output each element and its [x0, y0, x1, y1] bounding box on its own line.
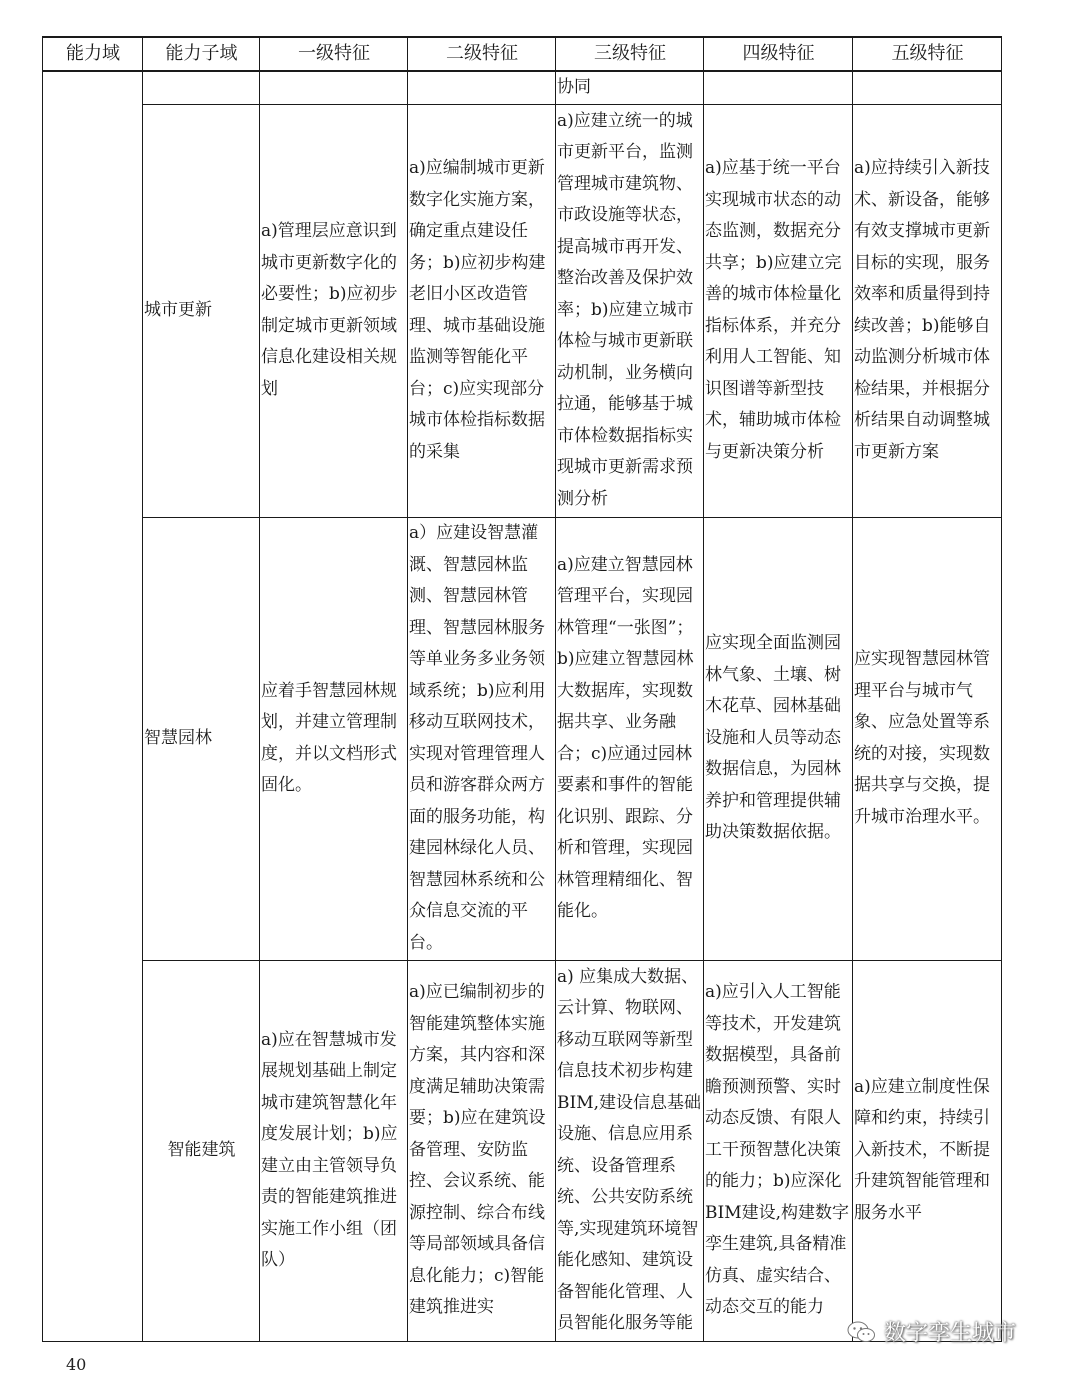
cell-level3: a)应建立智慧园林管理平台，实现园林管理“一张图”；b)应建立智慧园林大数据库，实现数据共享、业务融合；c)应通过园林要素和事件的智能化识别、跟踪、分析和管理，实现园林管理精细化、智能化。 [556, 517, 704, 960]
domain-cell [43, 71, 143, 1341]
cell-subdomain [143, 71, 260, 104]
cell-level4: 应实现全面监测园林气象、土壤、树木花草、园林基础设施和人员等动态数据信息，为园林养护和管理提供辅助决策数据依据。 [704, 517, 853, 960]
cell-level4 [704, 71, 853, 104]
cell-subdomain: 智慧园林 [143, 517, 260, 960]
watermark [846, 1316, 1016, 1347]
cell-level2: a)应编制城市更新数字化实施方案，确定重点建设任务；b)应初步构建老旧小区改造管理、城市基础设施监测等智能化平台；c)应实现部分城市体检指标数据的采集 [408, 104, 556, 517]
header-level2: 二级特征 [408, 37, 556, 71]
cell-level5: a)应建立制度性保障和约束，持续引入新技术，不断提升建筑智能管理和服务水平 [853, 960, 1002, 1341]
cell-subdomain: 智能建筑 [143, 960, 260, 1341]
header-level1: 一级特征 [260, 37, 408, 71]
header-subdomain: 能力子域 [143, 37, 260, 71]
cell-level5: 应实现智慧园林管理平台与城市气象、应急处置等系统的对接，实现数据共享与交换，提升城市治理水平。 [853, 517, 1002, 960]
cell-level3: a)应建立统一的城市更新平台，监测管理城市建筑物、市政设施等状态，提高城市再开发、整治改善及保护效率；b)应建立城市体检与城市更新联动机制，业务横向拉通，能够基于城市体检数据指标实现城市更新需求预测分析 [556, 104, 704, 517]
cell-level3: a) 应集成大数据、云计算、物联网、移动互联网等新型信息技术初步构建BIM,建设信息基础设施、信息应用系统、设备管理系统、公共安防系统等,实现建筑环境智能化感知、建筑设备智能化管理、人员智能化服务等能 [556, 960, 704, 1341]
cell-level4: a)应引入人工智能等技术，开发建筑数据模型，具备前瞻预测预警、实时动态反馈、有限人工干预智慧化决策的能力；b)应深化BIM建设,构建数字孪生建筑,具备精准仿真、虚实结合、动态交互的能力 [704, 960, 853, 1341]
cell-level1: a)应在智慧城市发展规划基础上制定城市建筑智慧化年度发展计划；b)应建立由主管领导负责的智能建筑推进实施工作小组（团队） [260, 960, 408, 1341]
cell-level2: a)应已编制初步的智能建筑整体实施方案，其内容和深度满足辅助决策需要；b)应在建筑设备管理、安防监控、会议系统、能源控制、综合布线等局部领域具备信息化能力；c)智能建筑推进实 [408, 960, 556, 1341]
table-row [43, 104, 1002, 517]
cell-level5: a)应持续引入新技术、新设备，能够有效支撑城市更新目标的实现，服务效率和质量得到持续改善；b)能够自动监测分析城市体检结果，并根据分析结果自动调整城市更新方案 [853, 104, 1002, 517]
table-row [43, 960, 1002, 1341]
wechat-icon [846, 1319, 876, 1345]
header-level3: 三级特征 [556, 37, 704, 71]
header-level5: 五级特征 [853, 37, 1002, 71]
table-row [43, 517, 1002, 960]
cell-level2 [408, 71, 556, 104]
cell-level1 [260, 71, 408, 104]
cell-level4: a)应基于统一平台实现城市状态的动态监测，数据充分共享；b)应建立完善的城市体检量化指标体系，并充分利用人工智能、知识图谱等新型技术，辅助城市体检与更新决策分析 [704, 104, 853, 517]
cell-level1: 应着手智慧园林规划，并建立管理制度，并以文档形式固化。 [260, 517, 408, 960]
cell-level3: 协同 [556, 71, 704, 104]
page-number: 40 [66, 1355, 87, 1374]
cell-level1: a)管理层应意识到城市更新数字化的必要性；b)应初步制定城市更新领域信息化建设相关规划 [260, 104, 408, 517]
cell-level2: a）应建设智慧灌溉、智慧园林监测、智慧园林管理、智慧园林服务等单业务多业务领域系统；b)应利用移动互联网技术，实现对管理管理人员和游客群众两方面的服务功能，构建园林绿化人员、智慧园林系统和公众信息交流的平台。 [408, 517, 556, 960]
capability-table [42, 36, 1002, 1342]
header-domain: 能力域 [43, 37, 143, 71]
header-level4: 四级特征 [704, 37, 853, 71]
cell-level5 [853, 71, 1002, 104]
header-row [43, 37, 1002, 71]
cell-subdomain: 城市更新 [143, 104, 260, 517]
watermark-text: 数字孪生城市 [884, 1321, 1017, 1346]
continuation-row [43, 71, 1002, 104]
